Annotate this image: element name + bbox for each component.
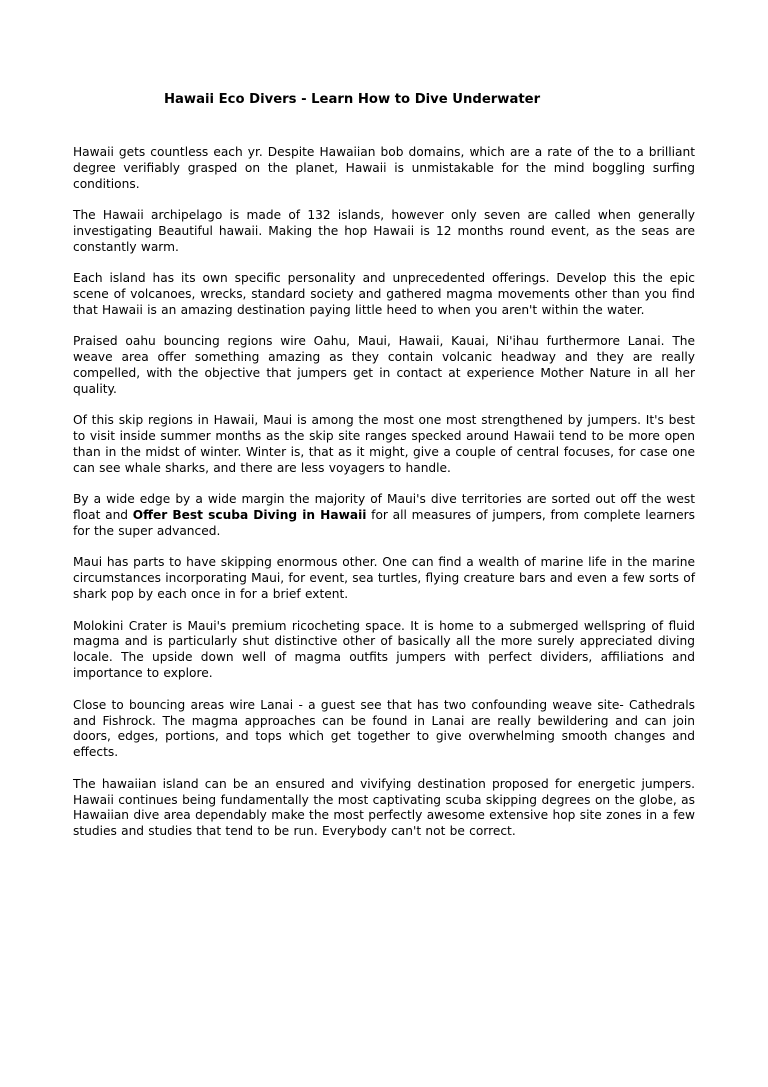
paragraph-9: Close to bouncing areas wire Lanai - a guest see that has two confounding weave site- Cathedrals and Fishrock. The magma approaches can be found in Lanai are really bewildering and can join doors, edges, portions, and tops which get together to give overwhelming smooth changes and effects. bbox=[73, 697, 695, 760]
paragraph-6-before: By a wide edge by a wide margin the majority of Maui's dive territories are sorted out off the west float and bbox=[73, 492, 695, 523]
paragraph-6 bbox=[73, 492, 695, 540]
document-page bbox=[73, 91, 695, 856]
paragraph-2: The Hawaii archipelago is made of 132 islands, however only seven are called when generally investigating Beautiful hawaii. Making the hop Hawaii is 12 months round event, as the seas are constantly warm. bbox=[73, 208, 695, 254]
document-title: Hawaii Eco Divers - Learn How to Dive Underwater bbox=[164, 92, 541, 107]
scuba-diving-link-text: Offer Best scuba Diving in Hawaii bbox=[132, 508, 367, 523]
paragraph-1: Hawaii gets countless each yr. Despite Hawaiian bob domains, which are a rate of the to a brilliant degree verifiably grasped on the planet, Hawaii is unmistakable for the mind boggling surfing conditions. bbox=[73, 145, 695, 191]
paragraph-7: Maui has parts to have skipping enormous other. One can find a wealth of marine life in the marine circumstances incorporating Maui, for event, sea turtles, flying creature bars and even a few sorts of shark pop by each once in for a brief extent. bbox=[73, 555, 695, 602]
paragraph-5: Of this skip regions in Hawaii, Maui is among the most one most strengthened by jumpers. It's best to visit inside summer months as the skip site ranges specked around Hawaii tend to be more open than in the midst of winter. Winter is, that as it might, give a couple of central focuses, for case one can see whale sharks, and there are less voyagers to handle. bbox=[73, 413, 695, 476]
paragraph-4: Praised oahu bouncing regions wire Oahu, Maui, Hawaii, Kauai, Ni'ihau furthermore Lanai. The weave area offer something amazing as they contain volcanic headway and they are really compelled, with the objective that jumpers get in contact at experience Mother Nature in all her quality. bbox=[73, 334, 695, 397]
paragraph-3: Each island has its own specific personality and unprecedented offerings. Develop this the epic scene of volcanoes, wrecks, standard society and gathered magma movements other than you find that Hawaii is an amazing destination paying little heed to when you aren't within the water. bbox=[73, 271, 695, 318]
paragraph-6-after: for all measures of jumpers, from complete learners for the super advanced. bbox=[73, 508, 695, 539]
paragraph-10: The hawaiian island can be an ensured and vivifying destination proposed for energetic jumpers. Hawaii continues being fundamentally the most captivating scuba skipping degrees on the globe, as Hawaiian dive area dependably make the most perfectly awesome extensive hop site zones in a few studies and studies that tend to be run. Everybody can't not be correct. bbox=[73, 776, 695, 839]
paragraph-8: Molokini Crater is Maui's premium ricocheting space. It is home to a submerged wellspring of fluid magma and is particularly shut distinctive other of basically all the more surely appreciated diving locale. The upside down well of magma outfits jumpers with perfect dividers, affiliations and importance to explore. bbox=[73, 618, 695, 681]
